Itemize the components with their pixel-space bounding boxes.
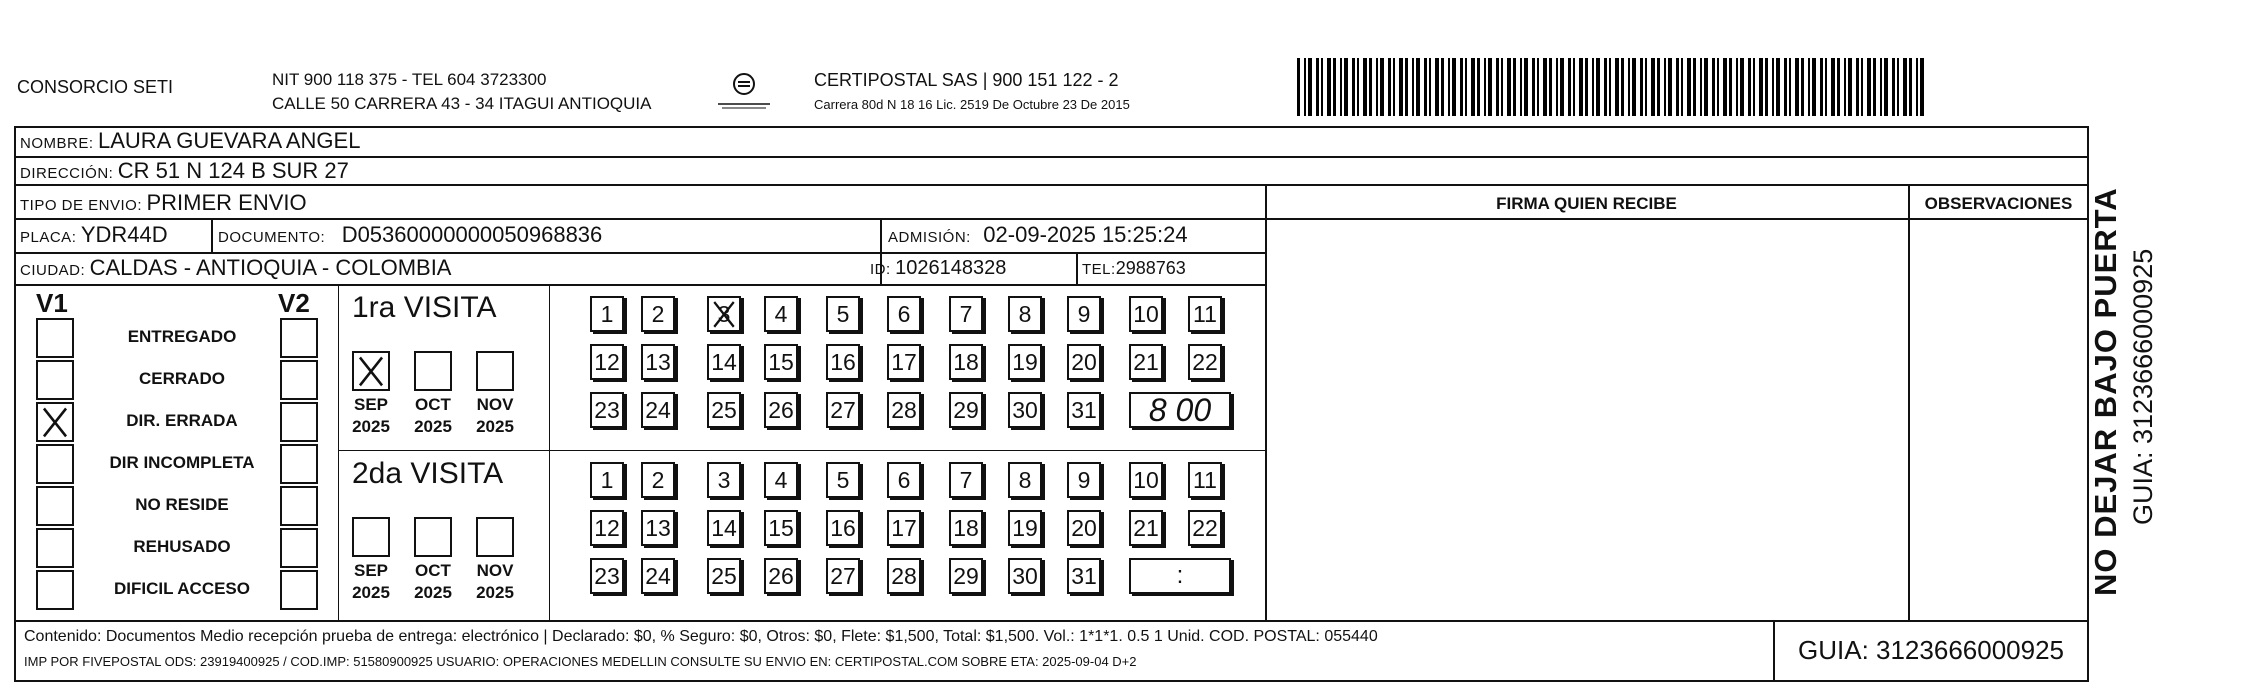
- day-box[interactable]: [764, 462, 798, 498]
- day-number: 15: [768, 514, 794, 541]
- carrier-logo-icon: [712, 70, 776, 112]
- day-number: 28: [891, 562, 917, 589]
- day-box[interactable]: [887, 392, 921, 428]
- v2-checkbox[interactable]: [280, 360, 318, 400]
- month-year: 2025: [414, 583, 452, 602]
- day-box[interactable]: [826, 392, 860, 428]
- month-checkbox[interactable]: [352, 517, 390, 557]
- day-box[interactable]: [764, 392, 798, 428]
- status-label: CERRADO: [139, 369, 225, 388]
- day-number: 18: [953, 514, 979, 541]
- day-box[interactable]: [826, 296, 860, 332]
- status-label: REHUSADO: [133, 537, 231, 556]
- nombre-label: NOMBRE:: [20, 135, 94, 152]
- status-label: DIFICIL ACCESO: [113, 579, 250, 598]
- day-number: 19: [1012, 514, 1038, 541]
- time-placeholder: :: [1176, 562, 1184, 589]
- v2-checkbox[interactable]: [280, 486, 318, 526]
- day-number: 15: [768, 348, 794, 375]
- day-box[interactable]: [887, 296, 921, 332]
- day-number: 23: [594, 562, 620, 589]
- day-number: 13: [645, 348, 671, 375]
- v1-checkbox[interactable]: [36, 402, 74, 442]
- day-box[interactable]: [1008, 392, 1042, 428]
- footer-line2: IMP POR FIVEPOSTAL ODS: 23919400925 / COD.IMP: 51580900925 USUARIO: OPERACIONES MEDELLIN CONSULTE SU ENVIO EN: CERTIPOSTAL.COM SOBRE ETA: 2025-09-04 D+2: [24, 654, 1137, 669]
- day-number: 30: [1012, 562, 1038, 589]
- day-box[interactable]: [641, 392, 675, 428]
- day-number: 20: [1071, 514, 1097, 541]
- day-box[interactable]: [590, 558, 624, 594]
- ciudad-label: CIUDAD:: [20, 262, 86, 279]
- day-box[interactable]: [707, 558, 741, 594]
- day-number: 25: [711, 396, 737, 423]
- v2-header: V2: [278, 288, 310, 318]
- day-box[interactable]: [764, 344, 798, 380]
- month-label: SEP: [353, 395, 389, 414]
- day-number: 27: [830, 396, 856, 423]
- day-box[interactable]: [1067, 296, 1101, 332]
- day-box[interactable]: [1067, 558, 1101, 594]
- month-checkbox[interactable]: [476, 351, 514, 391]
- v2-checkbox[interactable]: [280, 402, 318, 442]
- day-number: 22: [1192, 348, 1218, 375]
- day-number: 19: [1012, 348, 1038, 375]
- month-year: 2025: [414, 417, 452, 436]
- footer-guia: GUIA: 3123666000925: [1798, 635, 2064, 665]
- v1-checkbox[interactable]: [36, 318, 74, 358]
- day-number: 21: [1133, 348, 1159, 375]
- day-number: 10: [1133, 300, 1159, 327]
- month-year: 2025: [352, 583, 390, 602]
- day-box[interactable]: [590, 510, 624, 546]
- day-number: 16: [830, 514, 856, 541]
- visit-title: 1ra VISITA: [352, 291, 497, 324]
- day-number: 17: [891, 514, 917, 541]
- day-box[interactable]: [949, 462, 983, 498]
- day-box[interactable]: [1067, 392, 1101, 428]
- day-box[interactable]: [887, 558, 921, 594]
- day-number: 6: [897, 466, 911, 493]
- day-number: 24: [645, 396, 671, 423]
- x-mark-icon: [354, 353, 388, 389]
- day-box[interactable]: [1067, 510, 1101, 546]
- v1-checkbox[interactable]: [36, 528, 74, 568]
- side-guia: GUIA: 3123666000925: [2128, 248, 2158, 525]
- day-number: 16: [830, 348, 856, 375]
- day-box[interactable]: [887, 462, 921, 498]
- day-number: 31: [1071, 396, 1097, 423]
- v2-checkbox[interactable]: [280, 570, 318, 610]
- month-label: NOV: [476, 561, 514, 580]
- day-box[interactable]: [590, 392, 624, 428]
- day-box[interactable]: [1188, 510, 1222, 546]
- day-box[interactable]: [949, 392, 983, 428]
- tel-label: TEL:: [1082, 261, 1116, 278]
- day-number: 1: [600, 466, 614, 493]
- v2-checkbox[interactable]: [280, 444, 318, 484]
- day-box[interactable]: [826, 510, 860, 546]
- time-box[interactable]: [1129, 558, 1231, 594]
- day-number: 17: [891, 348, 917, 375]
- documento-value: D05360000000050968836: [341, 222, 603, 247]
- status-label: DIR INCOMPLETA: [109, 453, 255, 472]
- v2-checkbox[interactable]: [280, 318, 318, 358]
- day-number: 6: [897, 300, 911, 327]
- day-number: 7: [959, 300, 973, 327]
- month-label: NOV: [476, 395, 514, 414]
- day-number: 13: [645, 514, 671, 541]
- barcode: [1297, 58, 1929, 116]
- day-box[interactable]: [1008, 558, 1042, 594]
- day-number: 30: [1012, 396, 1038, 423]
- day-box[interactable]: [1129, 510, 1163, 546]
- day-number: 22: [1192, 514, 1218, 541]
- day-number: 31: [1071, 562, 1097, 589]
- day-box[interactable]: [826, 344, 860, 380]
- tipo-envio-value: PRIMER ENVIO: [146, 190, 307, 215]
- ciudad-value: CALDAS - ANTIOQUIA - COLOMBIA: [89, 255, 452, 280]
- day-number: 2: [651, 300, 665, 327]
- day-number: 8: [1018, 300, 1032, 327]
- day-box[interactable]: [1188, 344, 1222, 380]
- day-box[interactable]: [1129, 344, 1163, 380]
- day-box[interactable]: [707, 510, 741, 546]
- day-number: 29: [953, 562, 979, 589]
- day-box[interactable]: [641, 510, 675, 546]
- day-box[interactable]: [1008, 510, 1042, 546]
- month-year: 2025: [476, 583, 514, 602]
- company-name: CONSORCIO SETI: [17, 77, 174, 97]
- month-checkbox[interactable]: [352, 351, 390, 391]
- v1-checkbox[interactable]: [36, 360, 74, 400]
- day-box[interactable]: [949, 558, 983, 594]
- day-box[interactable]: [707, 344, 741, 380]
- day-number: 23: [594, 396, 620, 423]
- day-number: 11: [1193, 300, 1217, 327]
- documento-label: DOCUMENTO:: [218, 229, 326, 246]
- day-box[interactable]: [887, 510, 921, 546]
- month-checkbox[interactable]: [414, 517, 452, 557]
- day-number: 26: [768, 396, 794, 423]
- admision-label: ADMISIÓN:: [888, 229, 971, 246]
- month-year: 2025: [352, 417, 390, 436]
- day-box[interactable]: [641, 344, 675, 380]
- day-box[interactable]: [826, 462, 860, 498]
- day-box[interactable]: [764, 296, 798, 332]
- day-box[interactable]: [590, 462, 624, 498]
- direccion-label: DIRECCIÓN:: [20, 165, 114, 182]
- day-box[interactable]: [1188, 296, 1222, 332]
- day-box[interactable]: [1067, 344, 1101, 380]
- day-number: 25: [711, 562, 737, 589]
- day-box[interactable]: [949, 296, 983, 332]
- day-box[interactable]: [887, 344, 921, 380]
- day-number: 28: [891, 396, 917, 423]
- day-box[interactable]: [590, 296, 624, 332]
- day-number: 4: [774, 466, 788, 493]
- day-number: 5: [836, 300, 850, 327]
- day-box[interactable]: [707, 462, 741, 498]
- admision-value: 02-09-2025 15:25:24: [983, 222, 1188, 247]
- status-label: ENTREGADO: [127, 327, 237, 346]
- day-number: 3: [717, 300, 731, 327]
- carrier-sub: Carrera 80d N 18 16 Lic. 2519 De Octubre 23 De 2015: [814, 97, 1130, 112]
- direccion-value: CR 51 N 124 B SUR 27: [117, 158, 349, 183]
- day-number: 24: [645, 562, 671, 589]
- day-box[interactable]: [590, 344, 624, 380]
- day-number: 20: [1071, 348, 1097, 375]
- status-label: DIR. ERRADA: [126, 411, 238, 430]
- day-number: 11: [1193, 466, 1217, 493]
- day-box[interactable]: [1188, 462, 1222, 498]
- month-checkbox[interactable]: [414, 351, 452, 391]
- v1-checkbox[interactable]: [36, 444, 74, 484]
- tel-value: 2988763: [1115, 258, 1186, 278]
- day-number: 12: [594, 348, 620, 375]
- day-number: 2: [651, 466, 665, 493]
- x-mark-icon: [709, 298, 739, 330]
- side-notice: NO DEJAR BAJO PUERTA: [2088, 187, 2123, 596]
- day-number: 12: [594, 514, 620, 541]
- nit-line: NIT 900 118 375 - TEL 604 3723300: [272, 70, 547, 89]
- day-number: 7: [959, 466, 973, 493]
- day-number: 8: [1018, 466, 1032, 493]
- placa-label: PLACA:: [20, 229, 77, 246]
- v2-checkbox[interactable]: [280, 528, 318, 568]
- id-label: ID:: [870, 261, 891, 278]
- month-label: OCT: [415, 561, 451, 580]
- visit-title: 2da VISITA: [352, 457, 504, 490]
- day-box[interactable]: [764, 510, 798, 546]
- day-box[interactable]: [1067, 462, 1101, 498]
- firma-label: FIRMA QUIEN RECIBE: [1496, 194, 1677, 213]
- tipo-envio-label: TIPO DE ENVIO:: [20, 197, 143, 214]
- month-checkbox[interactable]: [476, 517, 514, 557]
- v1-checkbox[interactable]: [36, 486, 74, 526]
- day-number: 1: [600, 300, 614, 327]
- day-number: 10: [1133, 466, 1159, 493]
- time-box[interactable]: [1129, 392, 1231, 428]
- day-box[interactable]: [949, 510, 983, 546]
- day-number: 18: [953, 348, 979, 375]
- day-number: 5: [836, 466, 850, 493]
- day-box[interactable]: [1008, 344, 1042, 380]
- carrier-line: CERTIPOSTAL SAS | 900 151 122 - 2: [814, 70, 1119, 90]
- status-label: NO RESIDE: [135, 495, 229, 514]
- day-box[interactable]: [826, 558, 860, 594]
- day-box[interactable]: [641, 558, 675, 594]
- placa-value: YDR44D: [80, 222, 168, 247]
- day-box[interactable]: [1008, 462, 1042, 498]
- month-year: 2025: [476, 417, 514, 436]
- id-value: 1026148328: [895, 257, 1007, 279]
- day-number: 14: [711, 348, 737, 375]
- month-label: SEP: [353, 561, 389, 580]
- observaciones-label: OBSERVACIONES: [1924, 194, 2073, 213]
- day-box[interactable]: [1129, 462, 1163, 498]
- day-number: 21: [1133, 514, 1159, 541]
- day-box[interactable]: [707, 392, 741, 428]
- day-number: 9: [1077, 300, 1091, 327]
- day-box[interactable]: [1008, 296, 1042, 332]
- day-number: 3: [717, 466, 731, 493]
- day-box[interactable]: [707, 296, 741, 332]
- footer-line1: Contenido: Documentos Medio recepción prueba de entrega: electrónico | Declarado: $0, % Seguro: $0, Otros: $0, Flete: $1,500, Total: $1,500. Vol.: 1*1*1. 0.5 1 Unid. COD. POSTAL: 055440: [24, 628, 1378, 645]
- day-box[interactable]: [641, 462, 675, 498]
- day-box[interactable]: [949, 344, 983, 380]
- nombre-value: LAURA GUEVARA ANGEL: [97, 128, 361, 153]
- day-box[interactable]: [1129, 296, 1163, 332]
- day-number: 27: [830, 562, 856, 589]
- day-box[interactable]: [764, 558, 798, 594]
- day-number: 14: [711, 514, 737, 541]
- month-label: OCT: [415, 395, 451, 414]
- address-line: CALLE 50 CARRERA 43 - 34 ITAGUI ANTIOQUIA: [272, 94, 652, 113]
- day-number: 29: [953, 396, 979, 423]
- day-number: 4: [774, 300, 788, 327]
- day-box[interactable]: [641, 296, 675, 332]
- v1-header: V1: [36, 288, 68, 318]
- time-handwritten: 8 00: [1148, 391, 1212, 428]
- day-number: 9: [1077, 466, 1091, 493]
- day-number: 26: [768, 562, 794, 589]
- v1-checkbox[interactable]: [36, 570, 74, 610]
- x-mark-icon: [38, 404, 72, 440]
